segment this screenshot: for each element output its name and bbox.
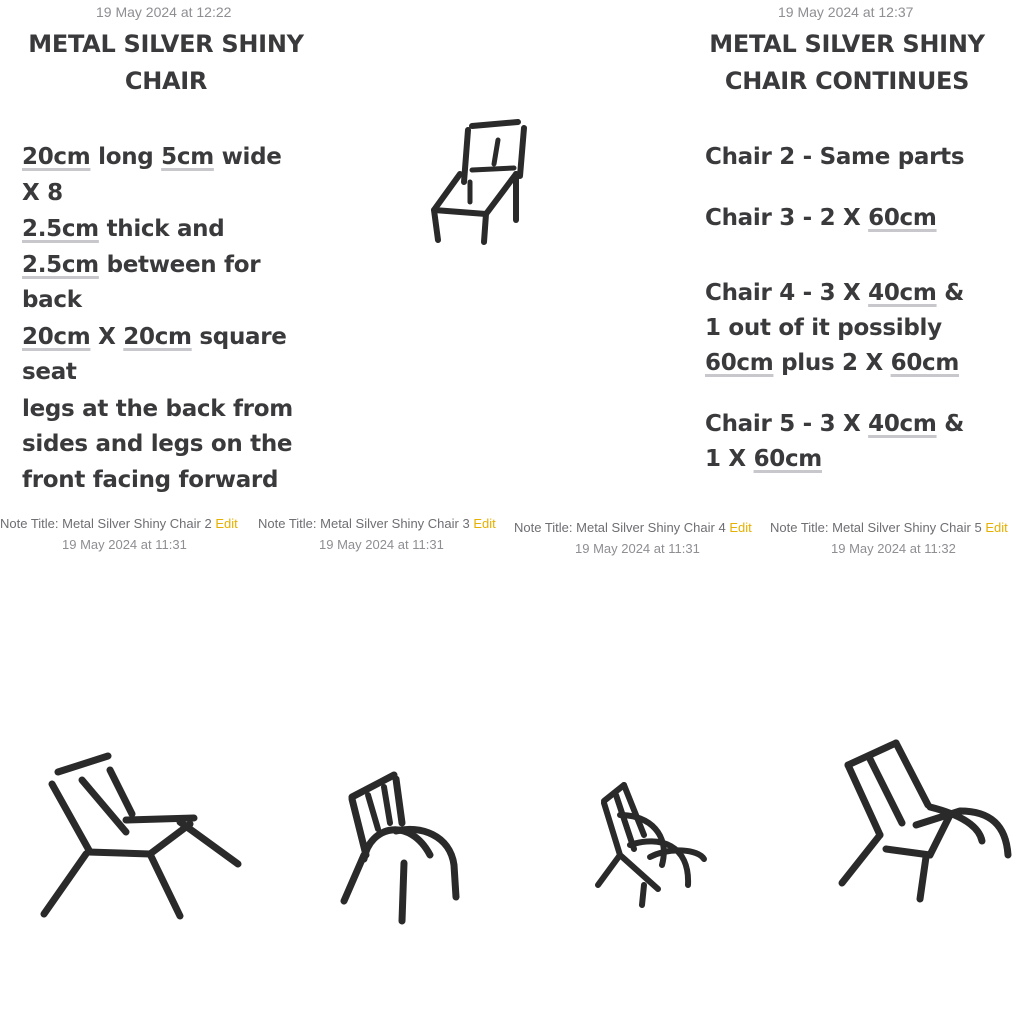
- note-header-chair-5: [770, 520, 1024, 535]
- note-date-chair-2: 19 May 2024 at 11:31: [62, 537, 187, 552]
- left-note-title: [0, 26, 332, 100]
- note-date-chair-4: 19 May 2024 at 11:31: [575, 541, 700, 556]
- left-note-line-4: [22, 248, 293, 284]
- right-note-title-line-1: METAL SILVER SHINY: [709, 30, 985, 58]
- note-date-chair-3: 19 May 2024 at 11:31: [319, 537, 444, 552]
- chair-sketch-3: [330, 765, 470, 925]
- text-segment: seat: [22, 359, 77, 385]
- left-note-line-9: [22, 427, 293, 463]
- text-segment: front facing forward: [22, 466, 279, 493]
- chair-sketch-4: [590, 775, 720, 915]
- right-note-body: [705, 140, 964, 477]
- text-segment: sides and legs on the: [22, 431, 293, 457]
- left-note-line-2: [22, 176, 293, 212]
- text-segment: 1 out of it possibly: [705, 315, 942, 341]
- text-segment: &: [936, 411, 965, 437]
- measurement-link[interactable]: 5cm: [161, 144, 214, 170]
- text-segment: Chair 2 - Same parts: [705, 144, 965, 170]
- note-title-chair-4: Note Title: Metal Silver Shiny Chair 4: [514, 520, 726, 535]
- measurement-link[interactable]: 60cm: [753, 446, 822, 472]
- text-segment: square: [191, 323, 287, 350]
- text-segment: long: [90, 144, 162, 170]
- text-segment: Chair 3 - 2 X: [705, 205, 869, 231]
- text-segment: plus 2 X: [773, 350, 891, 376]
- note-header-chair-2: [0, 516, 254, 531]
- right-note-line-3: [705, 276, 964, 311]
- note-title-chair-3: Note Title: Metal Silver Shiny Chair 3: [258, 516, 470, 531]
- text-segment: wide: [213, 144, 282, 170]
- note-header-chair-4: [514, 520, 766, 535]
- left-note-title-line-2: CHAIR: [124, 67, 208, 95]
- left-note-line-7: [22, 355, 293, 391]
- right-note-line-2: [705, 201, 964, 236]
- right-note-line-7: [705, 442, 964, 477]
- measurement-link[interactable]: 20cm: [22, 144, 91, 170]
- chair-sketch-2: [30, 740, 250, 930]
- right-note-title: [680, 26, 1014, 100]
- text-segment: back: [22, 287, 82, 313]
- text-segment: 1 X: [705, 446, 754, 472]
- left-note-title-line-1: METAL SILVER SHINY: [28, 30, 304, 58]
- left-note-line-8: [22, 392, 293, 428]
- left-note-line-3: [22, 212, 293, 248]
- left-note-line-5: [22, 283, 293, 319]
- text-segment: X 8: [22, 179, 63, 206]
- measurement-link[interactable]: 60cm: [705, 350, 774, 376]
- left-note-line-6: [22, 320, 293, 356]
- text-segment: legs at the back from: [22, 395, 293, 422]
- text-segment: thick and: [98, 216, 225, 242]
- measurement-link[interactable]: 2.5cm: [22, 251, 99, 278]
- chair-sketch-1: [420, 110, 540, 250]
- right-note-line-5: [705, 346, 964, 381]
- left-note-line-1: [22, 140, 293, 176]
- left-note-date: 19 May 2024 at 12:22: [96, 4, 232, 20]
- text-segment: Chair 4 - 3 X: [705, 280, 869, 306]
- measurement-link[interactable]: 60cm: [868, 205, 937, 231]
- note-header-chair-3: [258, 516, 510, 531]
- note-title-chair-5: Note Title: Metal Silver Shiny Chair 5: [770, 520, 982, 535]
- right-note-date: 19 May 2024 at 12:37: [778, 4, 914, 20]
- right-note-line-6: [705, 407, 964, 442]
- text-segment: X: [90, 323, 124, 350]
- edit-button-chair-5[interactable]: Edit: [985, 520, 1008, 535]
- note-title-chair-2: Note Title: Metal Silver Shiny Chair 2: [0, 516, 212, 531]
- left-note-body: [22, 140, 293, 498]
- text-segment: &: [936, 280, 965, 306]
- right-note-title-line-2: CHAIR CONTINUES: [724, 67, 970, 95]
- measurement-link[interactable]: 20cm: [22, 323, 91, 350]
- measurement-link[interactable]: 60cm: [890, 350, 960, 376]
- measurement-link[interactable]: 20cm: [123, 323, 192, 350]
- measurement-link[interactable]: 40cm: [868, 411, 937, 437]
- edit-button-chair-3[interactable]: Edit: [473, 516, 496, 531]
- left-note-line-10: [22, 463, 293, 499]
- measurement-link[interactable]: 2.5cm: [22, 216, 99, 242]
- chair-sketch-5: [830, 735, 1020, 905]
- right-note-line-1: [705, 140, 964, 175]
- edit-button-chair-4[interactable]: Edit: [729, 520, 752, 535]
- note-date-chair-5: 19 May 2024 at 11:32: [831, 541, 956, 556]
- right-note-line-4: [705, 311, 964, 346]
- edit-button-chair-2[interactable]: Edit: [215, 516, 238, 531]
- text-segment: between for: [98, 251, 261, 278]
- measurement-link[interactable]: 40cm: [868, 280, 937, 306]
- text-segment: Chair 5 - 3 X: [705, 411, 869, 437]
